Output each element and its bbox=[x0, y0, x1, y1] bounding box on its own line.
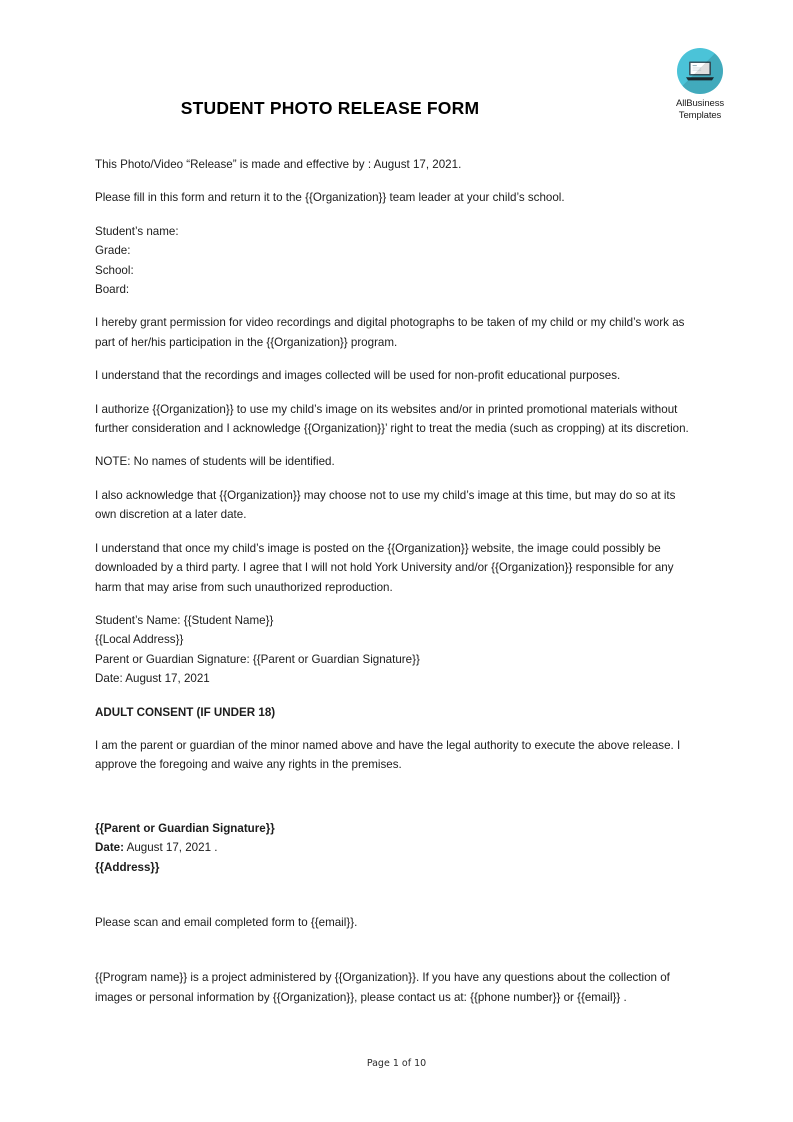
final-date-line bbox=[95, 838, 699, 857]
paragraph-note-no-names: NOTE: No names of students will be identified. bbox=[95, 455, 335, 469]
paragraph-scan-email: Please scan and email completed form to {{email}}. bbox=[95, 915, 358, 929]
signature-student-name: Student’s Name: {{Student Name}} bbox=[95, 613, 274, 627]
logo-circle bbox=[677, 48, 723, 94]
logo-line-2: Templates bbox=[678, 109, 722, 121]
page-footer: Page 1 of 10 bbox=[366, 1058, 427, 1069]
paragraph-posted-third-party: I understand that once my child’s image is posted on the {{Organization}} website, the image could possibly be downloaded by a third party. I agree that I will not hold York University and/or {{Organization}} responsible for any harm that may arise from such unauthorized reproduction. bbox=[95, 541, 674, 594]
page-title: STUDENT PHOTO RELEASE FORM bbox=[180, 98, 480, 118]
paragraph-may-choose-not-to-use: I also acknowledge that {{Organization}} may choose not to use my child’s image at this time, but may do so at its own discretion at a later date. bbox=[95, 488, 676, 522]
logo-shadow bbox=[677, 48, 723, 94]
field-grade: Grade: bbox=[95, 244, 131, 258]
document-body bbox=[95, 155, 699, 1007]
field-student-name: Student’s name: bbox=[95, 224, 179, 238]
final-address: {{Address}} bbox=[95, 860, 160, 874]
signature-date: Date: August 17, 2021 bbox=[95, 672, 210, 686]
logo-line-1: AllBusiness bbox=[675, 98, 724, 109]
final-date-label: Date: bbox=[95, 841, 124, 855]
allbusiness-templates-logo bbox=[655, 48, 745, 121]
logo-wordmark bbox=[655, 98, 745, 121]
final-parent-guardian-signature: {{Parent or Guardian Signature}} bbox=[95, 821, 275, 835]
paragraph-grant-permission: I hereby grant permission for video recordings and digital photographs to be taken of my child or my child’s work as part of her/his participation in the {{Organization}} program. bbox=[95, 316, 685, 349]
field-board: Board: bbox=[95, 283, 130, 297]
field-school: School: bbox=[95, 263, 134, 277]
paragraph-authorize-use: I authorize {{Organization}} to use my child’s image on its websites and/or in printed promotional materials without further consideration and I acknowledge {{Organization}}’ right to treat the media (such as cropping) at its discretion. bbox=[95, 402, 689, 436]
student-info-fields bbox=[95, 222, 699, 300]
paragraph-nonprofit-use: I understand that the recordings and images collected will be used for non-profit educational purposes. bbox=[95, 369, 621, 383]
paragraph-program-administration: {{Program name}} is a project administered by {{Organization}}. If you have any questions about the collection of images or personal information by {{Organization}}, please contact us at: {{phone number}} or {{email}} . bbox=[95, 971, 670, 1004]
spacer-before-scan-email bbox=[95, 877, 699, 913]
signature-details-block bbox=[95, 611, 699, 689]
paragraph-effective-date: This Photo/Video “Release” is made and effective by : August 17, 2021. bbox=[95, 158, 462, 171]
final-date-value: August 17, 2021 . bbox=[124, 841, 218, 855]
signature-local-address: {{Local Address}} bbox=[95, 633, 184, 647]
spacer-before-program-admin bbox=[95, 932, 699, 968]
signature-parent-guardian: Parent or Guardian Signature: {{Parent or Guardian Signature}} bbox=[95, 652, 420, 666]
paragraph-fill-in-instruction: Please fill in this form and return it to the {{Organization}} team leader at your child’s school. bbox=[95, 191, 565, 205]
paragraph-adult-consent-body: I am the parent or guardian of the minor named above and have the legal authority to execute the above release. I approve the foregoing and waive any rights in the premises. bbox=[95, 738, 681, 772]
final-signature-block bbox=[95, 819, 699, 877]
adult-consent-heading: ADULT CONSENT (IF UNDER 18) bbox=[95, 705, 276, 719]
spacer-before-final-signature bbox=[95, 789, 699, 819]
